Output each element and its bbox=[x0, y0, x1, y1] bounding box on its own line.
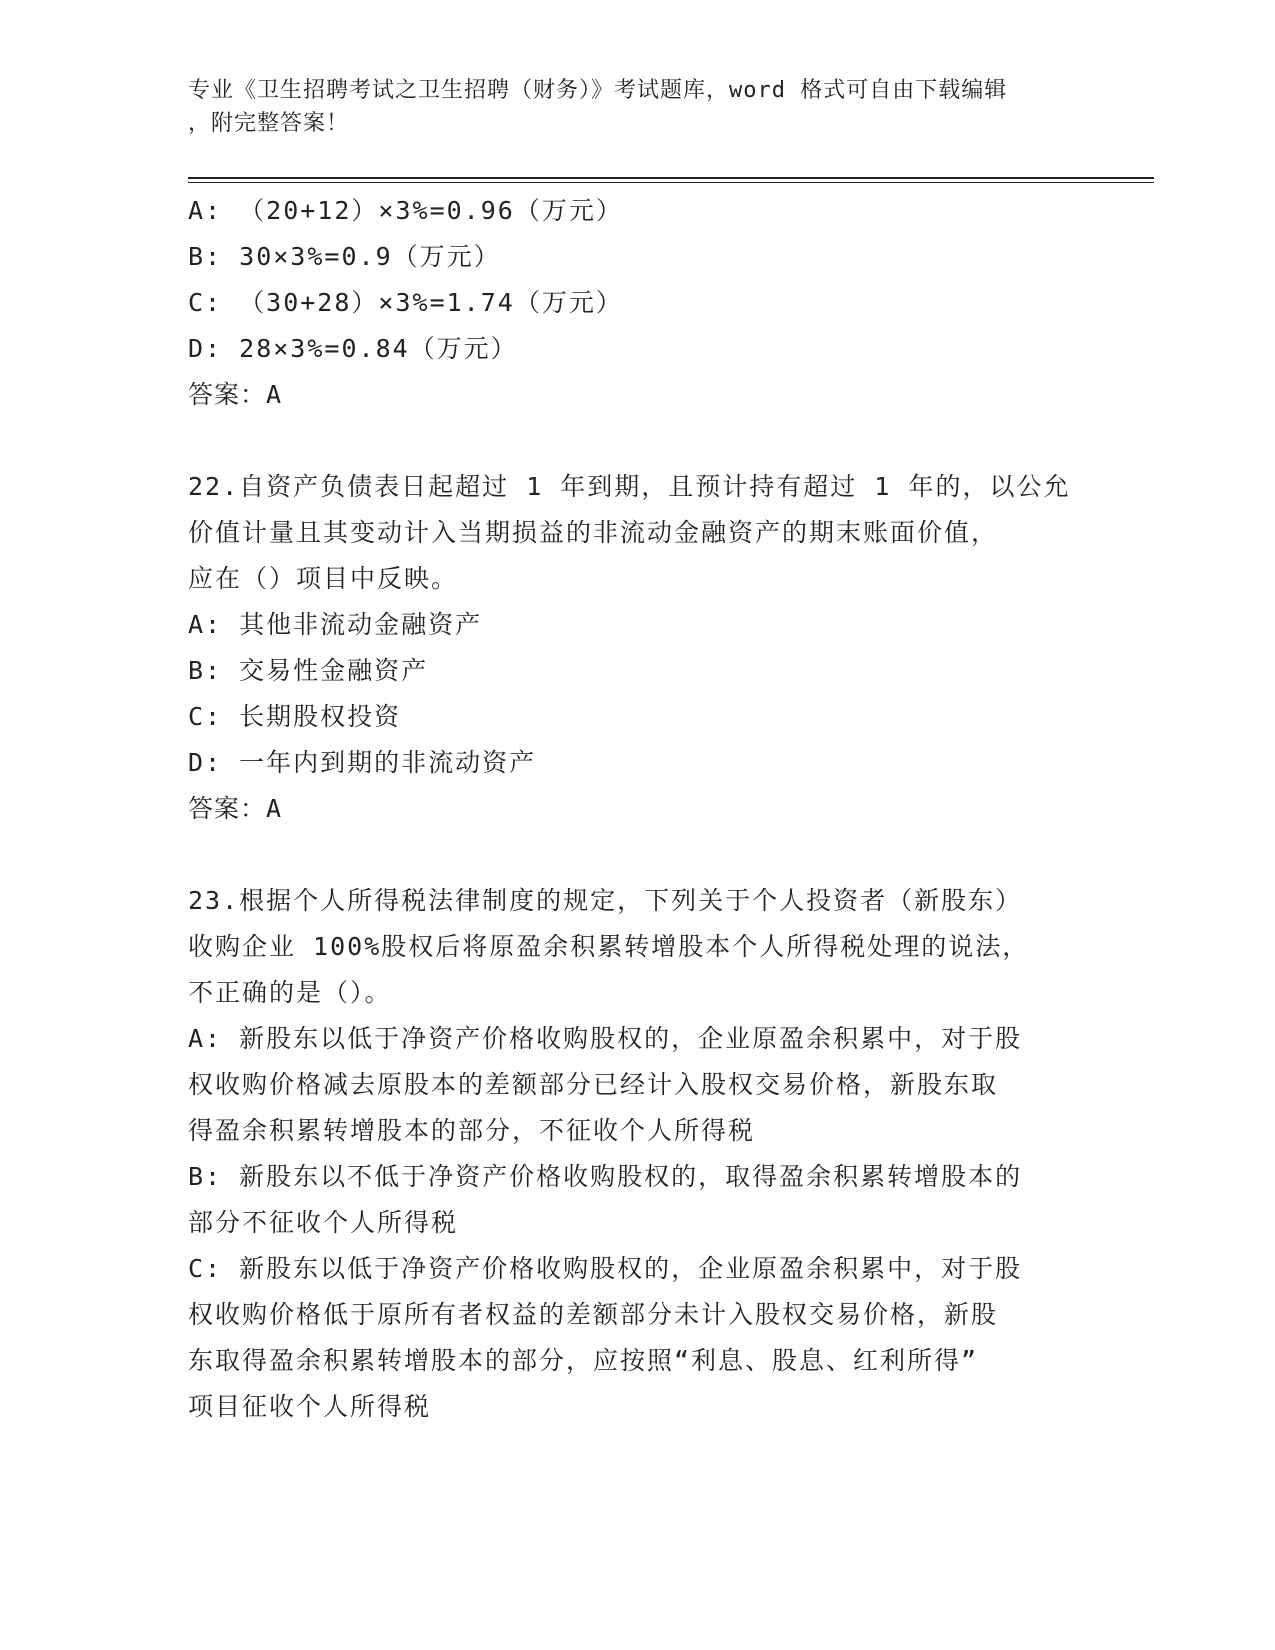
option-b: B: 30×3%=0.9（万元） bbox=[188, 242, 501, 271]
option-b: B: 交易性金融资产 bbox=[188, 656, 429, 685]
stem-line: 22.自资产负债表日起超过 1 年到期，且预计持有超过 1 年的，以公允 bbox=[188, 472, 1071, 501]
question-22-options bbox=[188, 602, 1088, 786]
stem-line: 收购企业 100%股权后将原盈余积累转增股本个人所得税处理的说法， bbox=[188, 932, 1030, 961]
header-line-1: 专业《卫生招聘考试之卫生招聘（财务）》考试题库，word 格式可自由下载编辑 bbox=[188, 78, 1008, 103]
question-23-option-c bbox=[188, 1246, 1088, 1430]
question-23-option-b bbox=[188, 1154, 1088, 1246]
option-a: A: 其他非流动金融资产 bbox=[188, 610, 483, 639]
stem-line: 应在（）项目中反映。 bbox=[188, 564, 459, 593]
option-line: 得盈余积累转增股本的部分，不征收个人所得税 bbox=[188, 1116, 756, 1145]
question-content bbox=[188, 188, 1088, 1430]
question-21-answer: 答案：A bbox=[188, 380, 283, 409]
question-23-option-a bbox=[188, 1016, 1088, 1154]
option-c: C: （30+28）×3%=1.74（万元） bbox=[188, 288, 623, 317]
document-header bbox=[188, 74, 1068, 140]
header-line-2: ，附完整答案！ bbox=[188, 111, 350, 136]
spacer bbox=[188, 832, 1088, 878]
option-line: C: 新股东以低于净资产价格收购股权的，企业原盈余积累中，对于股 bbox=[188, 1254, 1023, 1283]
option-line: A: 新股东以低于净资产价格收购股权的，企业原盈余积累中，对于股 bbox=[188, 1024, 1023, 1053]
header-rule-thin bbox=[188, 182, 1154, 183]
option-d: D: 一年内到期的非流动资产 bbox=[188, 748, 537, 777]
option-line: B: 新股东以不低于净资产价格收购股权的，取得盈余积累转增股本的 bbox=[188, 1162, 1023, 1191]
question-23-stem bbox=[188, 878, 1088, 1016]
stem-line: 23.根据个人所得税法律制度的规定，下列关于个人投资者（新股东） bbox=[188, 886, 1023, 915]
stem-line: 不正确的是（）。 bbox=[188, 978, 392, 1007]
spacer bbox=[188, 418, 1088, 464]
option-line: 项目征收个人所得税 bbox=[188, 1392, 432, 1421]
option-line: 权收购价格低于原所有者权益的差额部分未计入股权交易价格，新股 bbox=[188, 1300, 999, 1329]
question-22-answer: 答案：A bbox=[188, 794, 283, 823]
header-rule-thick bbox=[188, 177, 1154, 179]
stem-line: 价值计量且其变动计入当期损益的非流动金融资产的期末账面价值， bbox=[188, 518, 999, 547]
option-c: C: 长期股权投资 bbox=[188, 702, 402, 731]
question-21-options bbox=[188, 188, 1088, 372]
option-line: 东取得盈余积累转增股本的部分，应按照“利息、股息、红利所得” bbox=[188, 1346, 979, 1375]
option-line: 部分不征收个人所得税 bbox=[188, 1208, 459, 1237]
option-line: 权收购价格减去原股本的差额部分已经计入股权交易价格，新股东取 bbox=[188, 1070, 999, 1099]
question-22-stem bbox=[188, 464, 1088, 602]
option-d: D: 28×3%=0.84（万元） bbox=[188, 334, 518, 363]
option-a: A: （20+12）×3%=0.96（万元） bbox=[188, 196, 623, 225]
